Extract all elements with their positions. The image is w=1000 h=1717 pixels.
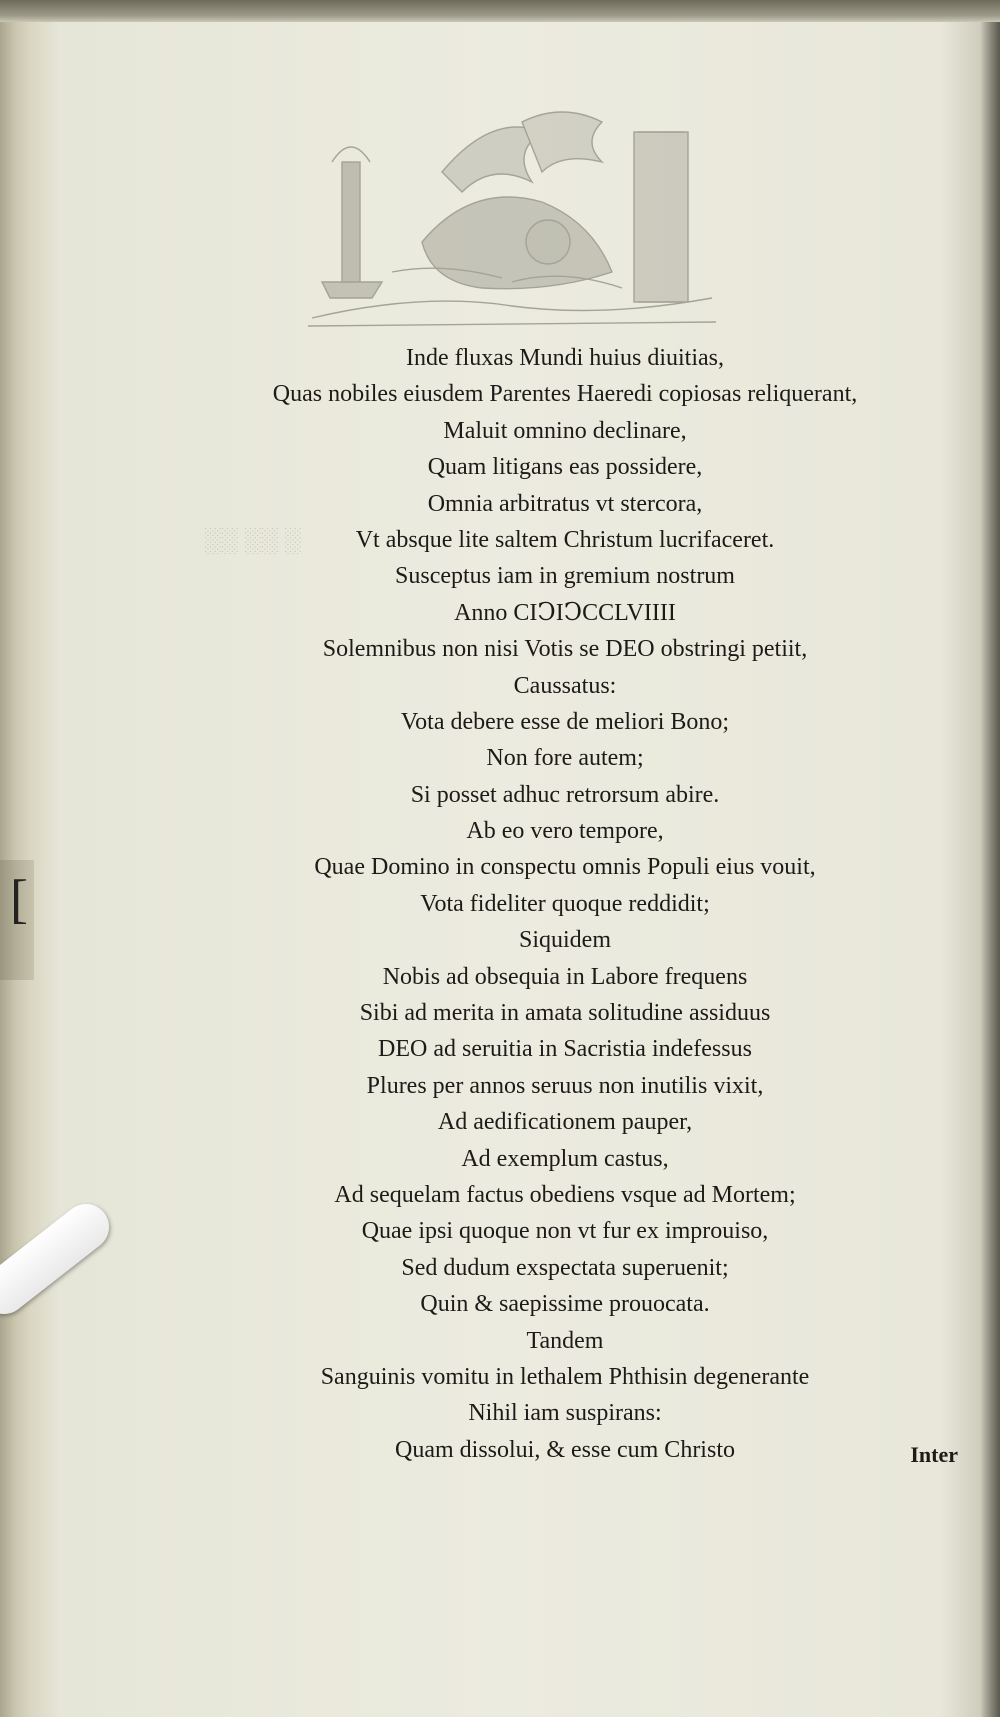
text-line: Anno CIↃIↃCCLVIIII bbox=[454, 599, 676, 626]
top-edge bbox=[0, 0, 1000, 22]
text-line: Susceptus iam in gremium nostrum bbox=[395, 563, 735, 590]
vignette-engraving bbox=[302, 92, 720, 328]
text-line: Maluit omnino declinare, bbox=[443, 417, 687, 444]
text-line: Vota fideliter quoque reddidit; bbox=[420, 890, 710, 917]
text-line: Si posset adhuc retrorsum abire. bbox=[410, 781, 720, 808]
text-line: Omnia arbitratus vt stercora, bbox=[427, 490, 703, 517]
text-line: Caussatus: bbox=[513, 672, 617, 699]
text-line: Quam litigans eas possidere, bbox=[427, 454, 703, 481]
right-shadow bbox=[980, 22, 1000, 1717]
text-line: DEO ad seruitia in Sacristia indefessus bbox=[378, 1036, 752, 1063]
text-line: Ad sequelam factus obediens vsque ad Mortem; bbox=[334, 1181, 796, 1208]
text-line: Sanguinis vomitu in lethalem Phthisin degenerante bbox=[320, 1363, 810, 1390]
text-line: Non fore autem; bbox=[486, 745, 644, 772]
text-line: Ab eo vero tempore, bbox=[466, 818, 664, 845]
text-line: Inde fluxas Mundi huius diuitias, bbox=[406, 345, 724, 371]
text-line: Quae ipsi quoque non vt fur ex improuiso, bbox=[361, 1218, 769, 1245]
text-line: Vt absque lite saltem Christum lucrifaceret. bbox=[355, 526, 775, 553]
text-block bbox=[190, 340, 940, 1468]
left-margin-fragment: [ bbox=[10, 869, 28, 929]
text-line: Quam dissolui, & esse cum Christo bbox=[395, 1436, 735, 1463]
text-line: Quin & saepissime prouocata. bbox=[420, 1291, 710, 1318]
text-line: Ad aedificationem pauper, bbox=[437, 1109, 693, 1136]
text-line: Quas nobiles eiusdem Parentes Haeredi copiosas reliquerant, bbox=[272, 381, 858, 408]
text-line: Vota debere esse de meliori Bono; bbox=[400, 708, 730, 735]
text-line: Siquidem bbox=[518, 927, 611, 954]
text-line: Sibi ad merita in amata solitudine assiduus bbox=[359, 1000, 771, 1027]
text-line: Nihil iam suspirans: bbox=[468, 1400, 662, 1427]
text-line: Solemnibus non nisi Votis se DEO obstringi petiit, bbox=[322, 636, 808, 663]
text-line: Quae Domino in conspectu omnis Populi eius vouit, bbox=[314, 854, 816, 881]
text-line: Plures per annos seruus non inutilis vixit, bbox=[366, 1072, 764, 1099]
text-line: Tandem bbox=[526, 1327, 604, 1354]
text-line: Nobis ad obsequia in Labore frequens bbox=[382, 963, 748, 990]
text-line: Sed dudum exspectata superuenit; bbox=[401, 1254, 729, 1281]
catchword: Inter bbox=[910, 1442, 958, 1467]
bleed-through-text: ░ ░░ ░░ bbox=[205, 528, 303, 554]
text-line: Ad exemplum castus, bbox=[461, 1145, 669, 1172]
